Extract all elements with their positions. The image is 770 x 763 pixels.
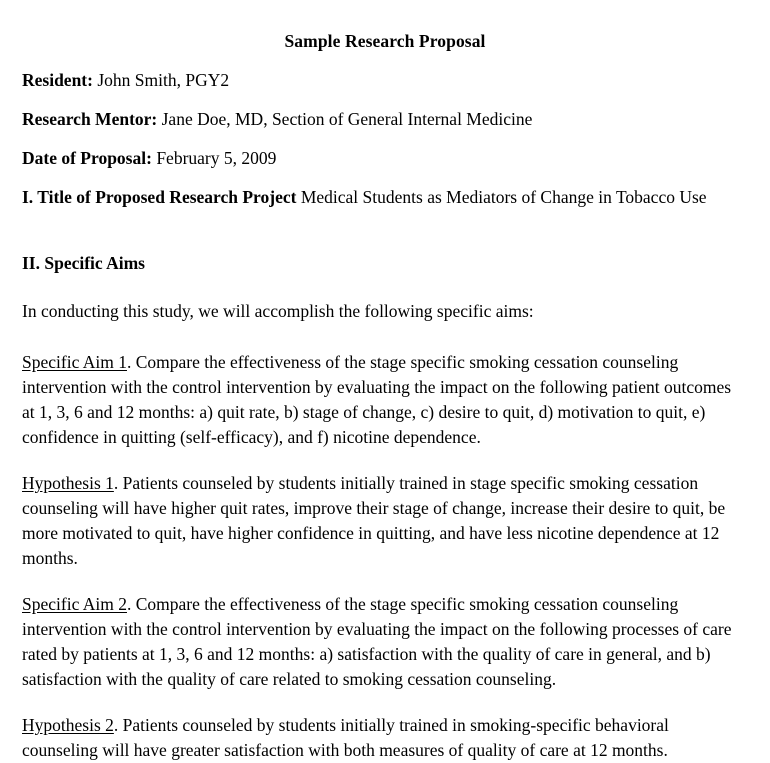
research-mentor-label: Research Mentor: <box>22 109 158 129</box>
section-one-project-title: Medical Students as Mediators of Change in Tobacco Use <box>300 187 707 207</box>
section-two-heading: II. Specific Aims <box>22 253 145 273</box>
hypothesis-2-lead: Hypothesis 2 <box>22 715 114 735</box>
page-title: Sample Research Proposal <box>284 31 486 51</box>
specific-aim-1-lead: Specific Aim 1 <box>22 352 127 372</box>
metadata-row-date-of-proposal <box>22 147 744 169</box>
hypothesis-1-text: . Patients counseled by students initially trained in stage specific smoking cessation counseling will have higher quit rates, improve their stage of change, increase their desire to quit, be more motivated to quit, have higher confidence in quitting, and have less nicotine dependence at 12 months. <box>22 473 726 568</box>
specific-aim-1-text: . Compare the effectiveness of the stage specific smoking cessation counseling intervention with the control intervention by evaluating the impact on the following patient outcomes at 1, 3, 6 and 12 months: a) quit rate, b) stage of change, c) desire to quit, d) motivation to quit, e) confidence in quitting (self-efficacy), and f) nicotine dependence. <box>22 352 732 447</box>
specific-aim-2-text: . Compare the effectiveness of the stage specific smoking cessation counseling intervention with the control intervention by evaluating the impact on the following processes of care rated by patients at 1, 3, 6 and 12 months: a) satisfaction with the quality of care in general, and b) satisfaction with the quality of care related to smoking cessation counseling. <box>22 594 732 689</box>
hypothesis-2-paragraph <box>22 713 744 763</box>
section-one-heading: I. Title of Proposed Research Project <box>22 187 297 207</box>
date-of-proposal-label: Date of Proposal: <box>22 148 152 168</box>
specific-aims-body <box>0 299 770 763</box>
section-one-title-line <box>22 186 744 208</box>
date-of-proposal-value: February 5, 2009 <box>156 148 277 168</box>
hypothesis-2-text: . Patients counseled by students initially trained in smoking-specific behavioral counseling will have greater satisfaction with both measures of quality of care at 12 months. <box>22 715 669 760</box>
metadata-row-resident <box>22 69 744 91</box>
resident-value: John Smith, PGY2 <box>97 70 230 90</box>
metadata-row-research-mentor <box>22 108 744 130</box>
specific-aim-2-lead: Specific Aim 2 <box>22 594 127 614</box>
specific-aims-intro: In conducting this study, we will accomplish the following specific aims: <box>22 301 534 321</box>
hypothesis-1-lead: Hypothesis 1 <box>22 473 114 493</box>
hypothesis-1-paragraph <box>22 471 744 571</box>
resident-label: Resident: <box>22 70 93 90</box>
research-mentor-value: Jane Doe, MD, Section of General Internal Medicine <box>161 109 533 129</box>
specific-aim-2-paragraph <box>22 592 744 692</box>
proposal-metadata <box>0 69 770 208</box>
specific-aim-1-paragraph <box>22 350 744 450</box>
